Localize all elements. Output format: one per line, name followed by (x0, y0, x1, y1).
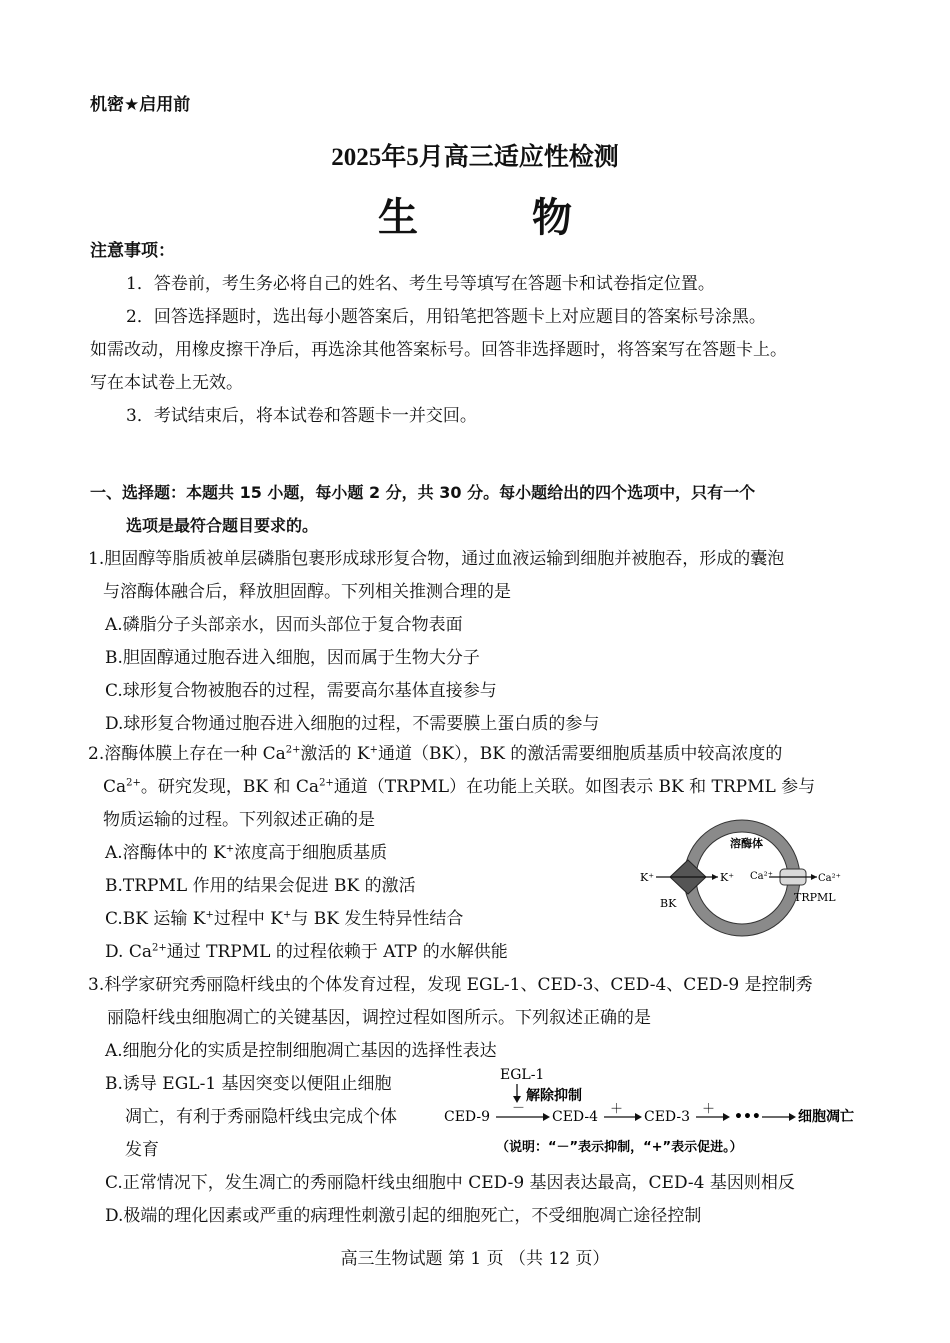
q3-option-b-line3: 发育 (125, 1140, 159, 1160)
q2-stem-line1: 2.溶酶体膜上存在一种 $Ca^{2+}$激活的 K+通道（BK），BK 的激活需要细胞质基质中较高浓度的 (88, 744, 783, 764)
q3-stem-line2: 丽隐杆线虫细胞凋亡的关键基因，调控过程如图所示。下列叙述正确的是 (107, 1008, 651, 1028)
note-item-3: 3．考试结束后，将本试卷和答题卡一并交回。 (126, 406, 477, 426)
q3-option-d: D.极端的理化因素或严重的病理性刺激引起的细胞死亡，不受细胞凋亡途径控制 (105, 1206, 702, 1226)
apoptosis-pathway-diagram (440, 1063, 880, 1163)
page-footer: 高三生物试题 第 1 页 （共 12 页） (340, 1249, 610, 1269)
ced9-label: CED-9 (444, 1109, 491, 1125)
ca-arrow-head (811, 874, 817, 880)
q2-option-b: B.TRPML 作用的结果会促进 BK 的激活 (105, 876, 416, 896)
egl1-label: EGL-1 (500, 1067, 545, 1083)
ced4-arrow-head (635, 1113, 642, 1121)
q3-option-a: A.细胞分化的实质是控制细胞凋亡基因的选择性表达 (105, 1041, 497, 1061)
k-left-label: K⁺ (640, 871, 655, 884)
release-label: 解除抑制 (526, 1088, 582, 1104)
q2-option-a: A.溶酶体中的 K+浓度高于细胞质基质 (105, 843, 388, 863)
ced9-arrow-head (543, 1113, 550, 1121)
lysosome-figure (632, 815, 857, 940)
diagram-note: （说明：“－”表示抑制，“+”表示促进。） (496, 1140, 743, 1155)
k-arrow-head (712, 874, 718, 880)
ced3-arrow-head (723, 1113, 730, 1121)
promote-sign-2: ＋ (702, 1102, 716, 1117)
notes-heading: 注意事项： (90, 241, 175, 261)
promote-sign-1: ＋ (610, 1102, 624, 1117)
bk-label: BK (660, 897, 677, 910)
section-heading-line1: 一、选择题：本题共 15 小题，每小题 2 分，共 30 分。每小题给出的四个选项中，只有一个 (90, 483, 756, 502)
q1-option-b: B.胆固醇通过胞吞进入细胞，因而属于生物大分子 (105, 648, 480, 668)
q1-stem-line1: 1.胆固醇等脂质被单层磷脂包裹形成球形复合物，通过血液运输到细胞并被胞吞，形成的囊泡 (88, 549, 785, 569)
secret-mark: 机密★启用前 (90, 95, 191, 115)
q1-option-a: A.磷脂分子头部亲水，因而头部位于复合物表面 (105, 615, 463, 635)
q1-stem-line2: 与溶酶体融合后，释放胆固醇。下列相关推测合理的是 (103, 582, 511, 602)
ced4-label: CED-4 (552, 1109, 599, 1125)
note-item-2-line1: 2．回答选择题时，选出每小题答案后，用铅笔把答题卡上对应题目的答案标号涂黑。 (126, 307, 766, 327)
note-item-2-line2: 如需改动，用橡皮擦干净后，再选涂其他答案标号。回答非选择题时，将答案写在答题卡上。 (90, 340, 787, 360)
lysosome-label: 溶酶体 (730, 837, 763, 850)
trpml-label: TRPML (794, 891, 836, 904)
q2-stem-line3: 物质运输的过程。下列叙述正确的是 (103, 810, 375, 830)
k-right-label: K⁺ (720, 871, 735, 884)
q3-option-b-line1: B.诱导 EGL-1 基因突变以便阻止细胞 (105, 1074, 392, 1094)
q3-stem-line1: 3.科学家研究秀丽隐杆线虫的个体发育过程，发现 EGL-1、CED-3、CED-4、CED-9 是控制秀 (88, 975, 813, 995)
subject-title: 生 物 (378, 194, 622, 241)
apoptosis-label: 细胞凋亡 (798, 1109, 854, 1125)
exam-title: 2025年5月高三适应性检测 (331, 144, 619, 171)
ca-out-label: Ca²⁺ (818, 873, 841, 884)
q2-option-c: C.BK 运输 K+过程中 K+与 BK 发生特异性结合 (105, 909, 464, 929)
section-heading-line2: 选项是最符合题目要求的。 (126, 516, 319, 535)
q2-stem-line2: $Ca^{2+}$。研究发现，BK 和 $Ca^{2+}$通道（TRPML）在功能上关联。如图表示 BK 和 TRPML 参与 (103, 777, 816, 797)
ca-in-label: Ca²⁺ (750, 871, 773, 882)
q1-option-d: D.球形复合物通过胞吞进入细胞的过程，不需要膜上蛋白质的参与 (105, 714, 600, 734)
q2-option-d: D. $Ca^{2+}$通过 TRPML 的过程依赖于 ATP 的水解供能 (105, 942, 508, 962)
ced3-label: CED-3 (644, 1109, 691, 1125)
q1-option-c: C.球形复合物被胞吞的过程，需要高尔基体直接参与 (105, 681, 497, 701)
q3-option-b-line2: 凋亡，有利于秀丽隐杆线虫完成个体 (125, 1107, 397, 1127)
note-item-1: 1．答卷前，考生务必将自己的姓名、考生号等填写在答题卡和试卷指定位置。 (126, 274, 715, 294)
final-arrow-head (789, 1113, 796, 1121)
note-item-2-line3: 写在本试卷上无效。 (90, 373, 243, 393)
q3-option-c: C.正常情况下，发生凋亡的秀丽隐杆线虫细胞中 CED-9 基因表达最高，CED-4 基因则相反 (105, 1173, 795, 1193)
dots-label: ••• (734, 1109, 761, 1125)
inhibit-sign: － (512, 1101, 526, 1116)
